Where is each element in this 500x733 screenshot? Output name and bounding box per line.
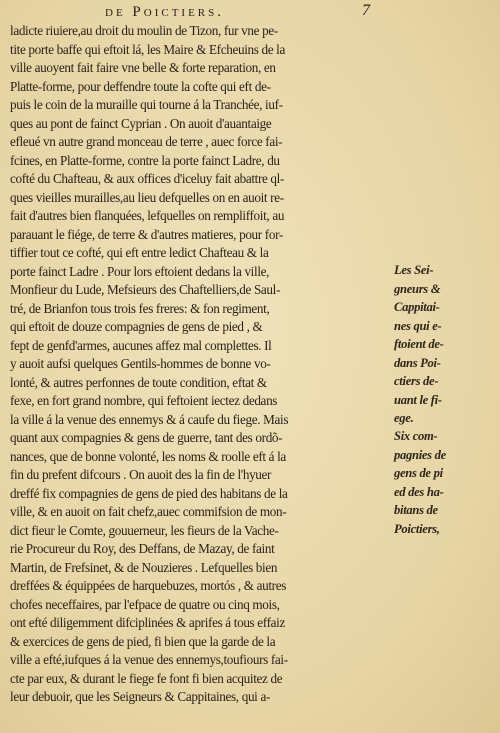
- margin-note-line: ed des ha-: [394, 484, 444, 499]
- text-line: efleué vn autre grand monceau de terre , auec force fai-: [10, 134, 283, 149]
- margin-note-line: gneurs &: [394, 281, 441, 296]
- text-line: dreffées & équippées de harquebuzes, mortós , & autres: [10, 578, 287, 593]
- text-line: ques au pont de fainct Cyprian . On auoit d'auantaige: [10, 115, 272, 131]
- text-line: porte fainct Ladre . Pour lors eftoient dedans la ville,: [10, 263, 270, 279]
- text-line: ville auoyent fait faire vne belle & forte reparation, en: [10, 60, 276, 75]
- text-line: Martin, de Frefsinet, & de Nouzieres . Lefquelles bien: [10, 559, 278, 575]
- text-line: puis le coin de la muraille qui tourne á la Tranchée, iuf-: [10, 97, 283, 112]
- text-line: tite porte baffe qui eftoit lá, les Maire & Efcheuins de la: [10, 41, 285, 57]
- text-line: dreffé fix compagnies de gens de pied des habitans de la: [10, 485, 288, 501]
- text-line: la ville á la venue des ennemys & á caufe du fiege. Mais: [10, 411, 289, 427]
- text-line: & exercices de gens de pied, fi bien que la garde de la: [10, 633, 276, 649]
- text-line: lonté, & autres perfonnes de toute condition, eftat &: [10, 374, 267, 390]
- page-number: 7: [362, 2, 370, 19]
- text-line: fept de genfd'armes, aucunes affez mal complettes. Il: [10, 337, 272, 353]
- margin-note-line: Cappitai-: [394, 300, 440, 314]
- text-line: qui eftoit de douze compagnies de gens de pied , &: [10, 319, 263, 334]
- text-line: leur debuoir, que les Seigneurs & Cappitaines, qui a-: [10, 689, 270, 704]
- text-line: cofté du Chafteau, & aux offices d'iceluy fait abattre ql-: [10, 171, 285, 186]
- margin-note-line: gens de pi: [394, 466, 443, 480]
- text-line: chofes neceffaires, par l'efpace de quatre ou cinq mois,: [10, 596, 280, 612]
- margin-note-line: bitans de: [394, 503, 438, 517]
- margin-note-line: Les Sei-: [394, 263, 434, 277]
- text-line: rie Procureur du Roy, des Deffans, de Mazay, de faint: [10, 541, 275, 556]
- text-line: ladicte riuiere,au droit du moulin de Tizon, fur vne pe-: [10, 23, 278, 38]
- text-line: Monfieur du Lude, Mefsieurs des Chaftelliers,de Saul-: [10, 282, 281, 297]
- margin-note-line: ctiers de-: [394, 374, 439, 388]
- text-line: cte par eux, & durant le fiege fe font fi bien acquitez de: [10, 670, 283, 686]
- margin-note-line: dans Poi-: [394, 355, 441, 370]
- margin-note-line: uant le fi-: [394, 392, 442, 407]
- text-line: Platte-forme, pour deffendre toute la cofte qui eft de-: [10, 78, 271, 94]
- margin-note-line: ftoient de-: [394, 337, 444, 351]
- text-line: fcines, en Platte-forme, contre la porte fainct Ladre, du: [10, 152, 280, 168]
- text-line: nances, que de bonne volonté, les noms & roolle eft á la: [10, 448, 286, 464]
- text-line: fexe, en fort grand nombre, qui feftoient iectez dedans: [10, 393, 278, 408]
- text-line: ques vieilles murailles,au lieu defquelles on en auoit re-: [10, 189, 284, 205]
- margin-note-line: ege.: [394, 411, 414, 425]
- text-line: ville, & en auoit on fait chefz,auec commifsion de mon-: [10, 504, 287, 519]
- text-line: ont efté diligemment difciplinées & aprifes á tous effaiz: [10, 615, 285, 630]
- margin-note-line: Six com-: [394, 429, 438, 443]
- text-line: y auoit aufsi quelques Gentils-hommes de bonne vo-: [10, 356, 271, 371]
- text-line: dict fieur le Comte, gouuerneur, les fieurs de la Vache-: [10, 522, 279, 538]
- text-line: parauant le fiége, de terre & d'autres matieres, pour for-: [10, 226, 283, 242]
- running-head-title: de Poictiers.: [105, 4, 225, 20]
- margin-note-line: pagnies de: [394, 447, 446, 462]
- main-text-block: [10, 22, 392, 707]
- margin-note-line: nes qui e-: [394, 318, 442, 333]
- margin-note: [394, 427, 446, 538]
- running-head: [0, 4, 500, 24]
- text-line: fait d'autres bien flanquées, lefquelles on rempliffoit, au: [10, 208, 285, 223]
- margin-notes: [394, 261, 498, 536]
- text-line: ville a efté,iufques á la venue des ennemys,toufiours fai-: [10, 652, 288, 667]
- text-line: quant aux compagnies & gens de guerre, tant des ordõ-: [10, 430, 283, 445]
- margin-note-line: Poictiers,: [394, 521, 440, 536]
- text-line: tiffier tout ce cofté, qui eft entre ledict Chafteau & la: [10, 245, 269, 260]
- margin-note: [394, 261, 498, 428]
- text-line: tré, de Brianfon tous trois fes freres: & fon regiment,: [10, 300, 270, 316]
- text-line: fin du prefent difcours . On auoit des la fin de l'hyuer: [10, 467, 272, 482]
